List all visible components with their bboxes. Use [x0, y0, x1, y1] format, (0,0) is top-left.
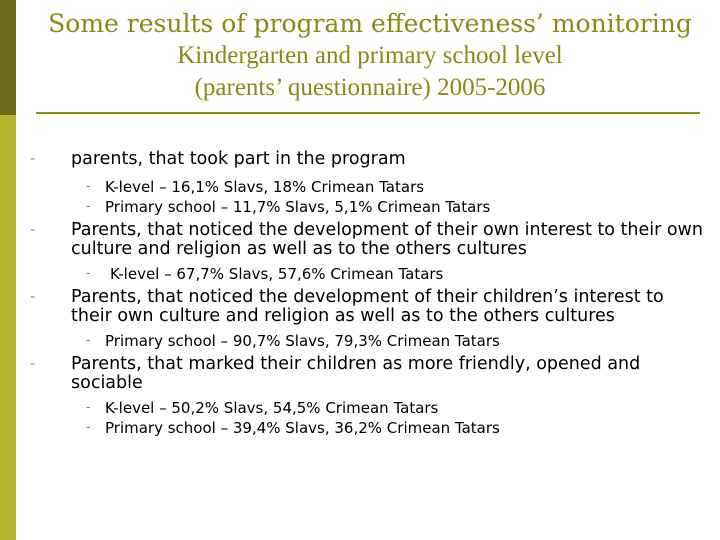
sub-item [30, 177, 705, 197]
item-text: Parents, that noticed the development of their children’s interest to their own culture and religion as well as to the others cultures [71, 287, 664, 326]
sub-bullet-dash-icon: - [86, 179, 91, 194]
sub-bullet-dash-icon: - [86, 266, 91, 281]
sub-item [30, 197, 705, 217]
sub-item [30, 331, 705, 351]
sub-item-text: K-level – 50,2% Slavs, 54,5% Crimean Tatars [105, 399, 439, 417]
sub-item-text: K-level – 16,1% Slavs, 18% Crimean Tatars [105, 178, 425, 196]
list-item [30, 355, 705, 393]
bullet-dash-icon: - [30, 289, 36, 305]
bullet-dash-icon: - [30, 151, 36, 167]
item-text: parents, that took part in the program [71, 149, 406, 169]
list-item [30, 288, 705, 326]
title-divider [36, 112, 700, 114]
sub-item [30, 264, 705, 284]
item-text: Parents, that noticed the development of their own interest to their own culture and religion as well as to the others cultures [71, 220, 703, 259]
bullet-list [30, 150, 705, 438]
sub-item-text: Primary school – 90,7% Slavs, 79,3% Crimean Tatars [105, 332, 500, 350]
sub-item [30, 398, 705, 418]
bullet-dash-icon: - [30, 222, 36, 238]
bullet-dash-icon: - [30, 356, 36, 372]
title-line-1: Some results of program effectiveness’ monitoring [48, 9, 692, 38]
sub-item-text: Primary school – 11,7% Slavs, 5,1% Crimean Tatars [105, 198, 491, 216]
sub-item-text: Primary school – 39,4% Slavs, 36,2% Crimean Tatars [105, 419, 500, 437]
title-line-3: (parents’ questionnaire) 2005-2006 [194, 74, 546, 101]
slide-title [20, 8, 720, 104]
side-bar-bottom [0, 115, 16, 540]
sub-bullet-dash-icon: - [86, 400, 91, 415]
sub-item [30, 418, 705, 438]
sub-item-text: K-level – 67,7% Slavs, 57,6% Crimean Tatars [110, 265, 444, 283]
item-text: Parents, that marked their children as more friendly, opened and sociable [71, 354, 641, 393]
list-item [30, 150, 705, 169]
sub-bullet-dash-icon: - [86, 199, 91, 214]
sub-bullet-dash-icon: - [86, 333, 91, 348]
list-item [30, 221, 705, 259]
sub-bullet-dash-icon: - [86, 420, 91, 435]
side-bar-top [0, 0, 16, 115]
title-line-2: Kindergarten and primary school level [177, 42, 563, 69]
